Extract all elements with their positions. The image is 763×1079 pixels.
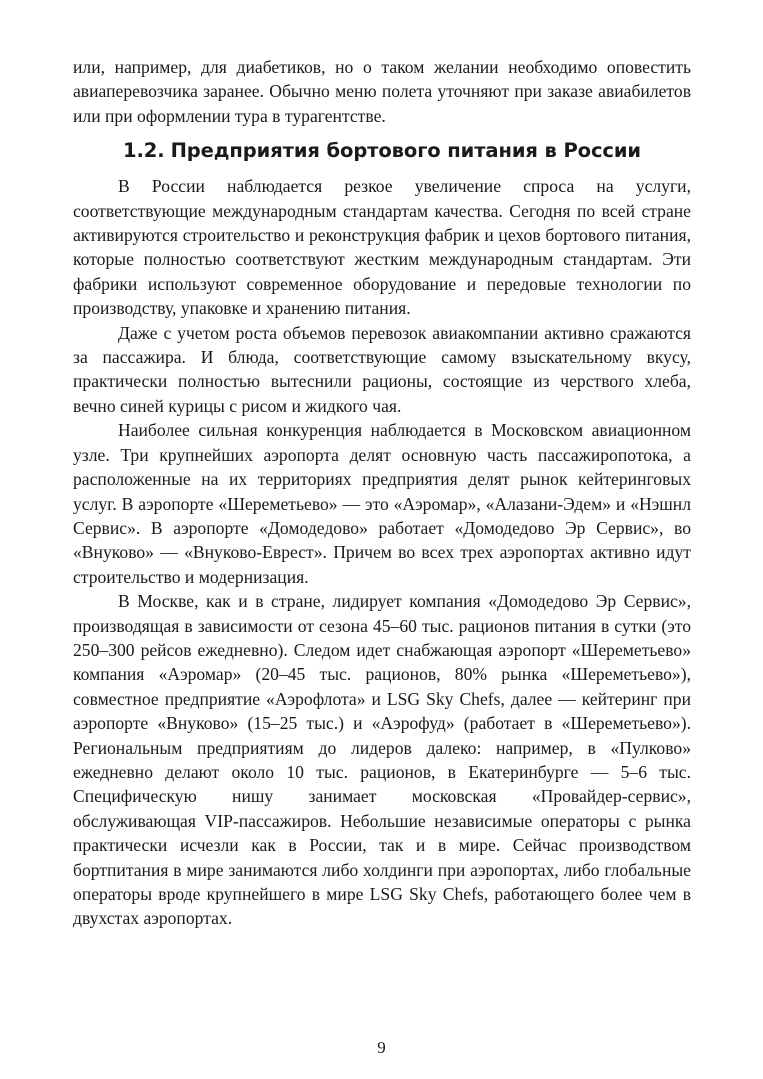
intro-paragraph: или, например, для диабетиков, но о таком желании необходимо оповестить авиаперевозчика заранее. Обычно меню полета уточняют при заказе авиабилетов или при оформлении тура в турагентстве. xyxy=(73,57,691,126)
section-number: 1.2. xyxy=(123,139,165,163)
section-heading xyxy=(73,136,691,166)
paragraph-1: В России наблюдается резкое увеличение спроса на услуги, соответствующие международным стандартам качества. Сегодня по всей стране активируются строительство и реконструкция фабрик и цехов бортового питания, которые полностью соответствуют жестким международным стандартам. Эти фабрики используют современное оборудование и передовые технологии по производству, упаковке и хранению питания. xyxy=(73,176,691,319)
page-number: 9 xyxy=(377,1038,386,1057)
section-title: Предприятия бортового питания в России xyxy=(170,139,641,163)
paragraph-2: Даже с учетом роста объемов перевозок авиакомпании активно сражаются за пассажира. И блюда, соответствующие самому взыскательному вкусу, практически полностью вытеснили рационы, состоящие из черствого хлеба, вечно синей курицы с рисом и жидкого чая. xyxy=(73,322,691,416)
paragraph-3: Наиболее сильная конкуренция наблюдается в Московском авиационном узле. Три крупнейших аэропорта делят основную часть пассажиропотока, а расположенные на их территориях предприятия делят рынок кейтеринговых услуг. В аэропорте «Шереметьево» — это «Аэромар», «Алазани-Эдем» и «Нэшнл Сервис». В аэропорте «Домодедово» работает «Домодедово Эр Сервис», во «Внуково» — «Внуково-Еврест». Причем во всех трех аэропортах активно идут строительство и модернизация. xyxy=(73,420,691,587)
page-body xyxy=(73,55,691,931)
paragraph-4: В Москве, как и в стране, лидирует компания «Домодедово Эр Сервис», производящая в зависимости от сезона 45–60 тыс. рационов питания в сутки (это 250–300 рейсов ежедневно). Следом идет снабжающая аэропорт «Шереметьево» компания «Аэромар» (20–45 тыс. рационов, 80% рынка «Шереметьево»), совместное предприятие «Аэрофлота» и LSG Sky Chefs, далее — кейтеринг при аэропорте «Внуково» (15–25 тыс.) и «Аэрофуд» (работает в «Шереметьево»). Региональным предприятиям до лидеров далеко: например, в «Пулково» ежедневно делают около 10 тыс. рационов, в Екатеринбурге — 5–6 тыс. Специфическую нишу занимает московская «Провайдер-сервис», обслуживающая VIP-пассажиров. Небольшие независимые операторы с рынка практически исчезли как в России, так и в мире. Сейчас производством бортпитания в мире занимаются либо холдинги при аэропортах, либо глобальные операторы вроде крупнейшего в мире LSG Sky Chefs, работающего более чем в двухстах аэропортах. xyxy=(73,591,691,929)
